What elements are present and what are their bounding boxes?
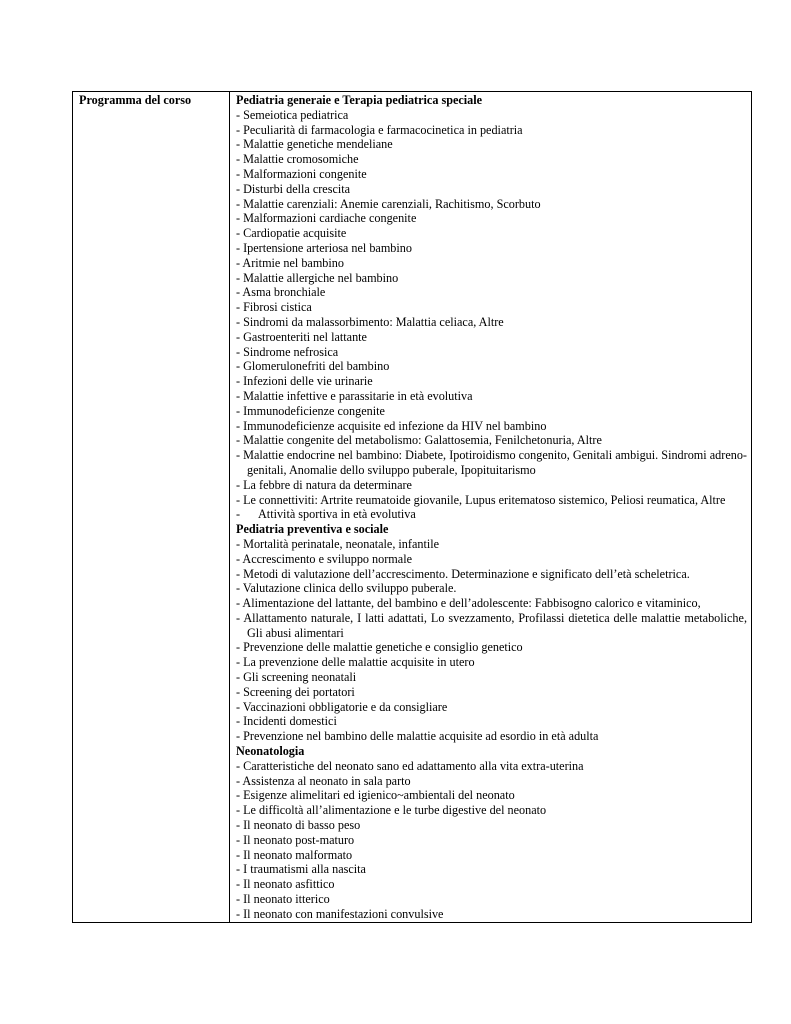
list-item-text: Attività sportiva in età evolutiva <box>258 507 416 522</box>
list-item: - Il neonato itterico <box>236 892 330 907</box>
list-item: - I traumatismi alla nascita <box>236 862 366 877</box>
list-item: - Malattie genetiche mendeliane <box>236 137 393 152</box>
list-item <box>236 507 747 522</box>
list-item: - Metodi di valutazione dell’accrescimento. Determinazione e significato dell’età scheletrica. <box>236 566 690 581</box>
section-heading: Pediatria preventiva e sociale <box>236 522 389 537</box>
section-items <box>236 759 747 922</box>
list-dash: - <box>236 507 241 522</box>
section-general-pediatrics <box>236 93 747 522</box>
list-item: - Prevenzione delle malattie genetiche e consiglio genetico <box>236 640 523 655</box>
list-item: - Asma bronchiale <box>236 285 326 300</box>
list-item: - Glomerulonefriti del bambino <box>236 359 390 374</box>
list-item: - Il neonato malformato <box>236 847 353 862</box>
course-program-table <box>72 91 752 923</box>
list-item: - Disturbi della crescita <box>236 181 351 196</box>
list-item: - Accrescimento e sviluppo normale <box>236 551 412 566</box>
list-item: - Gastroenteriti nel lattante <box>236 329 367 344</box>
content-cell <box>230 92 752 923</box>
list-item: - Incidenti domestici <box>236 714 337 729</box>
list-item: - Malattie carenziali: Anemie carenziali, Rachitismo, Scorbuto <box>236 196 541 211</box>
row-label: Programma del corso <box>79 93 192 107</box>
list-item: - Alimentazione del lattante, del bambino e dell’adolescente: Fabbisogno calorico e vitaminico, <box>236 596 701 611</box>
list-item: - La febbre di natura da determinare <box>236 477 412 492</box>
list-item: - Il neonato di basso peso <box>236 818 361 833</box>
list-item: - Malattie endocrine nel bambino: Diabete, Ipotiroidismo congenito, Genitali ambigui. Sindromi adreno-genitali, Anomalie dello sviluppo puberale, Ipopituitarismo <box>236 448 747 477</box>
table-row <box>73 92 752 923</box>
list-item: - Assistenza al neonato in sala parto <box>236 773 411 788</box>
list-item: - Malattie congenite del metabolismo: Galattosemia, Fenilchetonuria, Altre <box>236 433 602 448</box>
list-item: - Screening dei portatori <box>236 684 355 699</box>
list-item: - Malattie cromosomiche <box>236 152 359 167</box>
list-item: - Allattamento naturale, I latti adattati, Lo svezzamento, Profilassi dietetica delle malattie metaboliche, Gli abusi alimentari <box>236 610 747 640</box>
list-item: - Aritmie nel bambino <box>236 255 344 270</box>
list-item: - Valutazione clinica dello sviluppo puberale. <box>236 581 457 596</box>
list-item: - Ipertensione arteriosa nel bambino <box>236 240 412 255</box>
list-item: - Malattie infettive e parassitarie in età evolutiva <box>236 388 473 403</box>
list-item: - Il neonato asfittico <box>236 877 335 892</box>
list-item: - Peculiarità di farmacologia e farmacocinetica in pediatria <box>236 122 523 137</box>
section-heading: Neonatologia <box>236 744 305 759</box>
list-item: - Esigenze alimelitari ed igienico~ambientali del neonato <box>236 788 515 803</box>
list-item: - Le connettiviti: Artrite reumatoide giovanile, Lupus eritematoso sistemico, Peliosi reumatica, Altre <box>236 492 726 507</box>
list-item: - Immunodeficienze congenite <box>236 403 385 418</box>
section-preventive-pediatrics <box>236 522 747 744</box>
list-item: - Malformazioni cardiache congenite <box>236 211 417 226</box>
list-item: - Infezioni delle vie urinarie <box>236 374 373 389</box>
list-item: - Malattie allergiche nel bambino <box>236 270 399 285</box>
list-item: - Mortalità perinatale, neonatale, infantile <box>236 536 440 551</box>
section-neonatology <box>236 744 747 922</box>
list-item: - Malformazioni congenite <box>236 166 367 181</box>
list-item: - Il neonato post-maturo <box>236 832 355 847</box>
list-item: - Semeiotica pediatrica <box>236 107 349 122</box>
list-item: - Gli screening neonatali <box>236 670 357 685</box>
list-item: - Sindromi da malassorbimento: Malattia celiaca, Altre <box>236 314 504 329</box>
list-item: - La prevenzione delle malattie acquisite in utero <box>236 655 475 670</box>
list-item: - Cardiopatie acquisite <box>236 226 347 241</box>
list-item: - Vaccinazioni obbligatorie e da consigliare <box>236 699 448 714</box>
list-item: - Le difficoltà all’alimentazione e le turbe digestive del neonato <box>236 803 547 818</box>
section-items <box>236 537 747 744</box>
section-items <box>236 108 747 508</box>
label-cell <box>73 92 230 923</box>
list-item: - Fibrosi cistica <box>236 300 312 315</box>
list-item: - Il neonato con manifestazioni convulsive <box>236 906 444 921</box>
section-heading: Pediatria generaie e Terapia pediatrica speciale <box>236 93 483 107</box>
list-item: - Prevenzione nel bambino delle malattie acquisite ad esordio in età adulta <box>236 729 599 744</box>
list-item: - Sindrome nefrosica <box>236 344 339 359</box>
list-item: - Immunodeficienze acquisite ed infezione da HIV nel bambino <box>236 418 547 433</box>
list-item: - Caratteristiche del neonato sano ed adattamento alla vita extra-uterina <box>236 758 584 773</box>
